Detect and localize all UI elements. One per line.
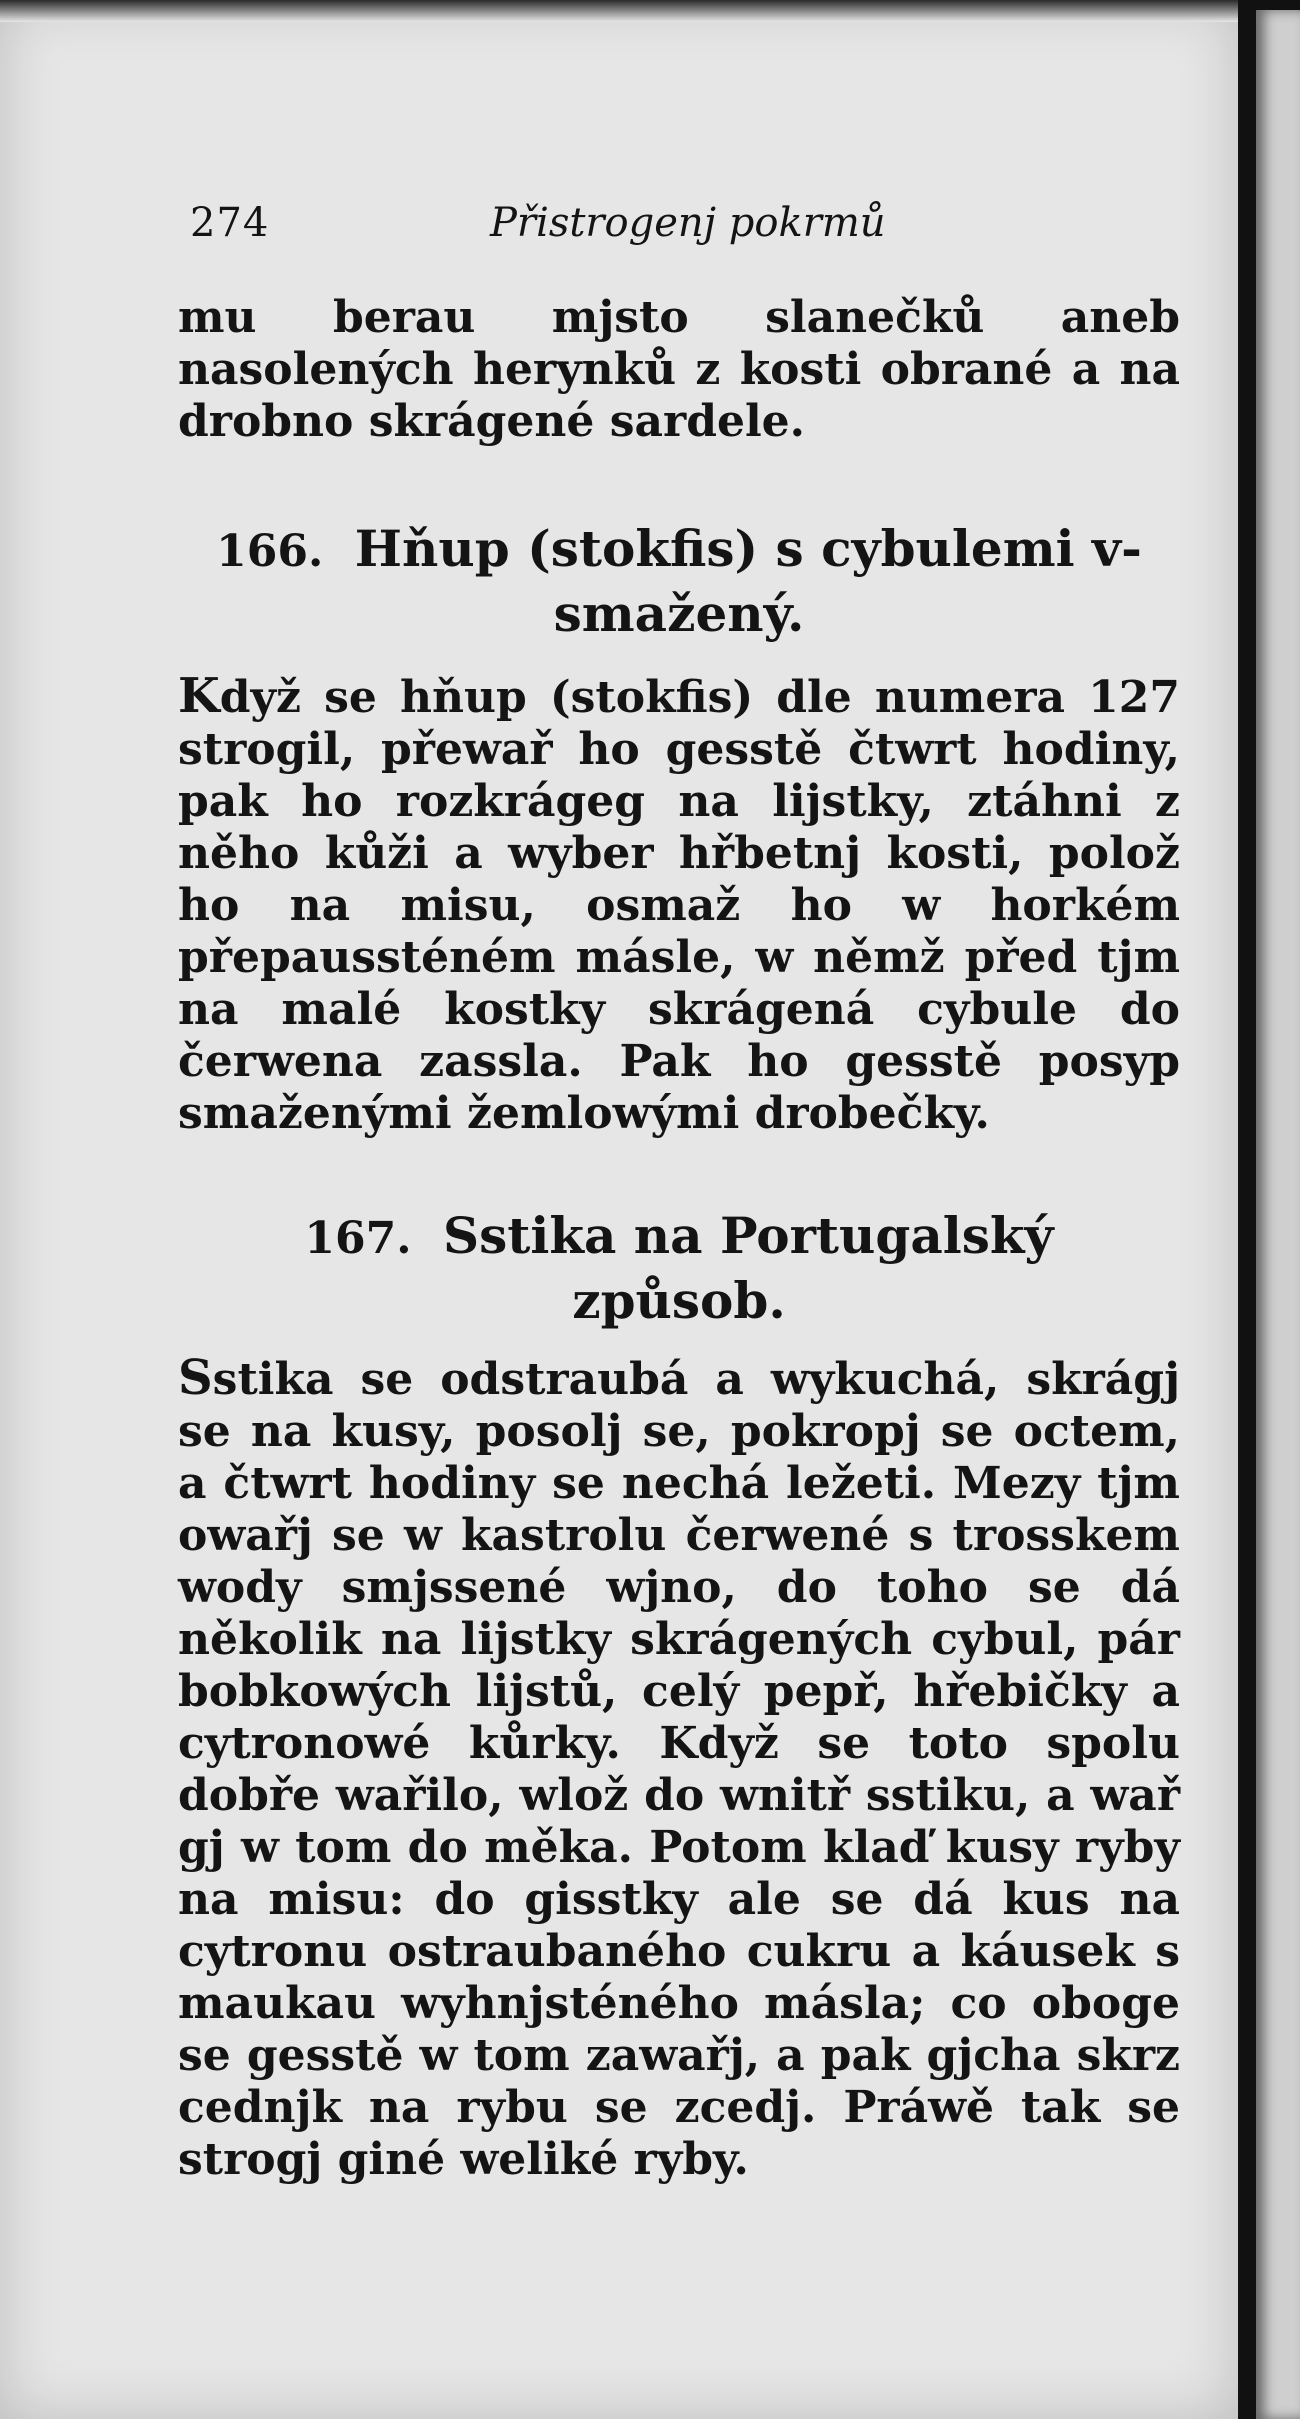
recipe-body-167: Sstika se odstraubá a wykuchá, skrágj se na kusy, posolj se, pokropj se octem, a čtwrt hodiny se nechá ležeti. Mezy tjm owařj se w kastrolu čerwené s trosskem wody smjssené wjno, do toho se dá několik na lijstky skrágených cybul, pár bobkowých lijstů, celý pepř, hřebičky a cytronowé kůrky. Když se toto spolu dobře wařilo, wlož do wnitř sstiku, a wař gj w tom do měka. Potom klaď kusy ryby na misu: do gisstky ale se dá kus na cytronu ostraubaného cukru a káusek s maukau wyhnjsténého másla; co oboge se gesstě w tom zawařj, a pak gjcha skrz cednjk na rybu se zcedj. Práwě tak se strogj giné weliké ryby. (178, 1350, 1180, 2185)
page-number: 274 (190, 200, 270, 246)
recipe-number: 166. (216, 526, 324, 577)
adjacent-page-sliver (1256, 10, 1300, 2419)
recipe-number: 167. (304, 1213, 412, 1264)
recipe-title-line2: smažený. (553, 584, 805, 643)
recipe-body-166: Když se hňup (stokfis) dle numera 127 strogil, přewař ho gesstě čtwrt hodiny, pak ho rozkrágeg na lijstky, ztáhni z něho kůži a wyber hřbetnj kosti, polož ho na misu, osmaž ho w horkém přepaussténém másle, w němž před tjm na malé kostky skrágená cybule do čerwena zassla. Pak ho gesstě posyp smaženými žemlowými drobečky. (178, 668, 1180, 1139)
recipe-title-line2: způsob. (572, 1271, 786, 1330)
running-title: Přistrogenj pokrmů (490, 200, 886, 246)
continued-paragraph: mu berau mjsto slanečků aneb nasolených herynků z kosti obrané a na drobno skrágené sardele. (178, 292, 1180, 447)
recipe-title-line1: Sstika na Portugalský (443, 1206, 1054, 1265)
page-top-edge (0, 0, 1238, 22)
adjacent-page-edge (1238, 0, 1300, 2419)
recipe-heading-166 (178, 518, 1180, 645)
recipe-title-line1: Hňup (stokfis) s cybulemi v- (354, 519, 1142, 578)
page-header (190, 200, 1180, 270)
recipe-heading-167 (178, 1205, 1180, 1332)
